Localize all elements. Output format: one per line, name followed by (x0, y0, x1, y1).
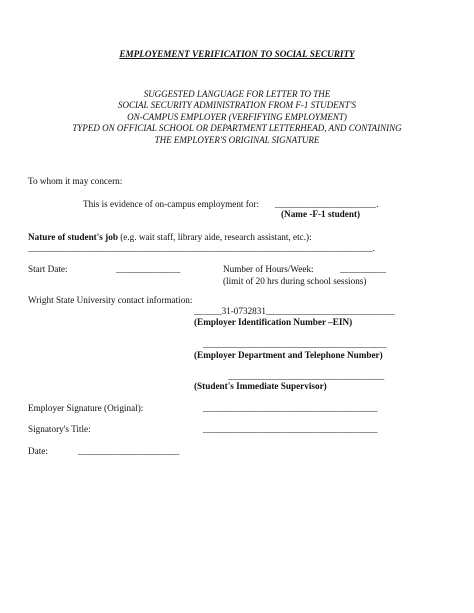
department-blank: ________________________________________ (203, 339, 387, 349)
student-name-blank: ______________________. (275, 199, 379, 209)
contact-info-label: Wright State University contact information: (28, 295, 193, 305)
hours-label: Number of Hours/Week: (223, 264, 314, 274)
student-name-caption: (Name -F-1 student) (281, 209, 361, 219)
date-label: Date: (28, 446, 48, 456)
subtitle-line-2: SOCIAL SECURITY ADMINISTRATION FROM F-1 STUDENT'S (117, 100, 357, 110)
document-title: EMPLOYEMENT VERIFICATION TO SOCIAL SECURITY (119, 49, 355, 59)
nature-of-job-blank: ___________________________________________________________________________. (28, 243, 375, 253)
signatory-title-label: Signatory's Title: (28, 424, 91, 434)
hours-blank: __________ (340, 264, 386, 274)
nature-of-job-label-bold: Nature of student's job (28, 232, 118, 242)
salutation: To whom it may concern: (28, 176, 123, 186)
hours-note: (limit of 20 hrs during school sessions) (223, 276, 367, 286)
signature-blank: ______________________________________ (203, 403, 378, 413)
supervisor-caption: (Student's Immediate Supervisor) (194, 381, 327, 391)
department-caption: (Employer Department and Telephone Number) (194, 350, 383, 360)
subtitle-line-5: THE EMPLOYER'S ORIGINAL SIGNATURE (154, 135, 320, 145)
evidence-text: This is evidence of on-campus employment for: (83, 199, 260, 209)
signatory-title-blank: ______________________________________ (203, 424, 378, 434)
start-date-label: Start Date: (28, 264, 68, 274)
ein-caption: (Employer Identification Number –EIN) (194, 317, 353, 327)
nature-of-job-label-rest: (e.g. wait staff, library aide, research assistant, etc.): (117, 232, 312, 242)
subtitle-line-4: TYPED ON OFFICIAL SCHOOL OR DEPARTMENT LETTERHEAD, AND CONTAINING (72, 123, 402, 133)
subtitle-line-1: SUGGESTED LANGUAGE FOR LETTER TO THE (143, 89, 331, 99)
nature-of-job-label (28, 232, 312, 243)
subtitle-line-3: ON-CAMPUS EMPLOYER (VERFIFYING EMPLOYMENT) (127, 112, 347, 122)
start-date-blank: ______________ (116, 264, 181, 274)
signature-label: Employer Signature (Original): (28, 403, 144, 413)
date-blank: ______________________ (78, 446, 180, 456)
supervisor-blank: __________________________________ (228, 371, 385, 381)
ein-value: ______31-0732831____________________________ (194, 306, 395, 316)
